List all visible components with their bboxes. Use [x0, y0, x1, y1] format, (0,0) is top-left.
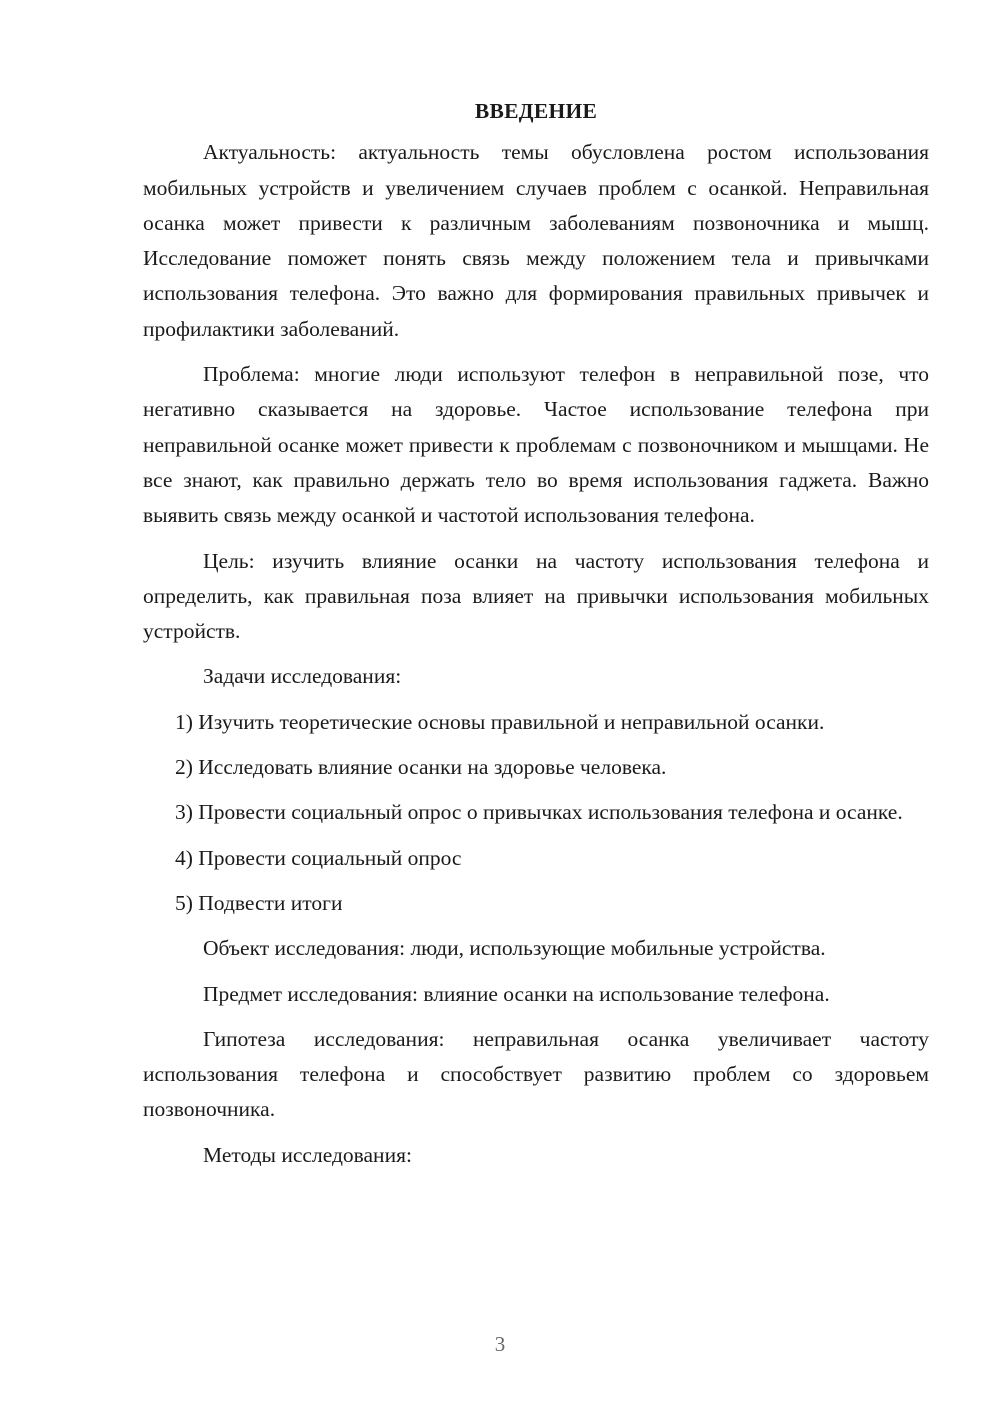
task-item: 3) Провести социальный опрос о привычках использования телефона и осанке. — [175, 800, 903, 825]
research-object: Объект исследования: люди, использующие мобильные устройства. — [203, 936, 826, 961]
task-item: 4) Провести социальный опрос — [175, 845, 462, 870]
section-title: ВВЕДЕНИЕ — [474, 99, 598, 123]
page-number: 3 — [494, 1332, 506, 1356]
document-page — [143, 94, 929, 1183]
task-item: 1) Изучить теоретические основы правильной и неправильной осанки. — [175, 709, 825, 734]
methods-heading: Методы исследования: — [203, 1142, 412, 1167]
task-item: 2) Исследовать влияние осанки на здоровье человека. — [175, 755, 667, 780]
task-item: 5) Подвести итоги — [175, 890, 343, 915]
research-subject: Предмет исследования: влияние осанки на использование телефона. — [203, 981, 830, 1006]
tasks-heading: Задачи исследования: — [203, 664, 402, 689]
goal-paragraph: Цель: изучить влияние осанки на частоту использования телефона и определить, как правильная поза влияет на привычки использования мобильных устройств. — [143, 548, 929, 644]
problem-paragraph: Проблема: многие люди используют телефон в неправильной позе, что негативно сказывается на здоровье. Частое использование телефона при неправильной осанке может привести к проблемам с позвоночником и мышцами. Не все знают, как правильно держать тело во время использования гаджета. Важно выявить связь между осанкой и частотой использования телефона. — [143, 362, 929, 528]
relevance-paragraph: Актуальность: актуальность темы обусловлена ростом использования мобильных устройств и увеличением случаев проблем с осанкой. Неправильная осанка может привести к различным заболеваниям позвоночника и мышц. Исследование поможет понять связь между положением тела и привычками использования телефона. Это важно для формирования правильных привычек и профилактики заболеваний. — [143, 140, 929, 341]
research-hypothesis: Гипотеза исследования: неправильная осанка увеличивает частоту использования телефона и способствует развитию проблем со здоровьем позвоночника. — [143, 1026, 929, 1122]
